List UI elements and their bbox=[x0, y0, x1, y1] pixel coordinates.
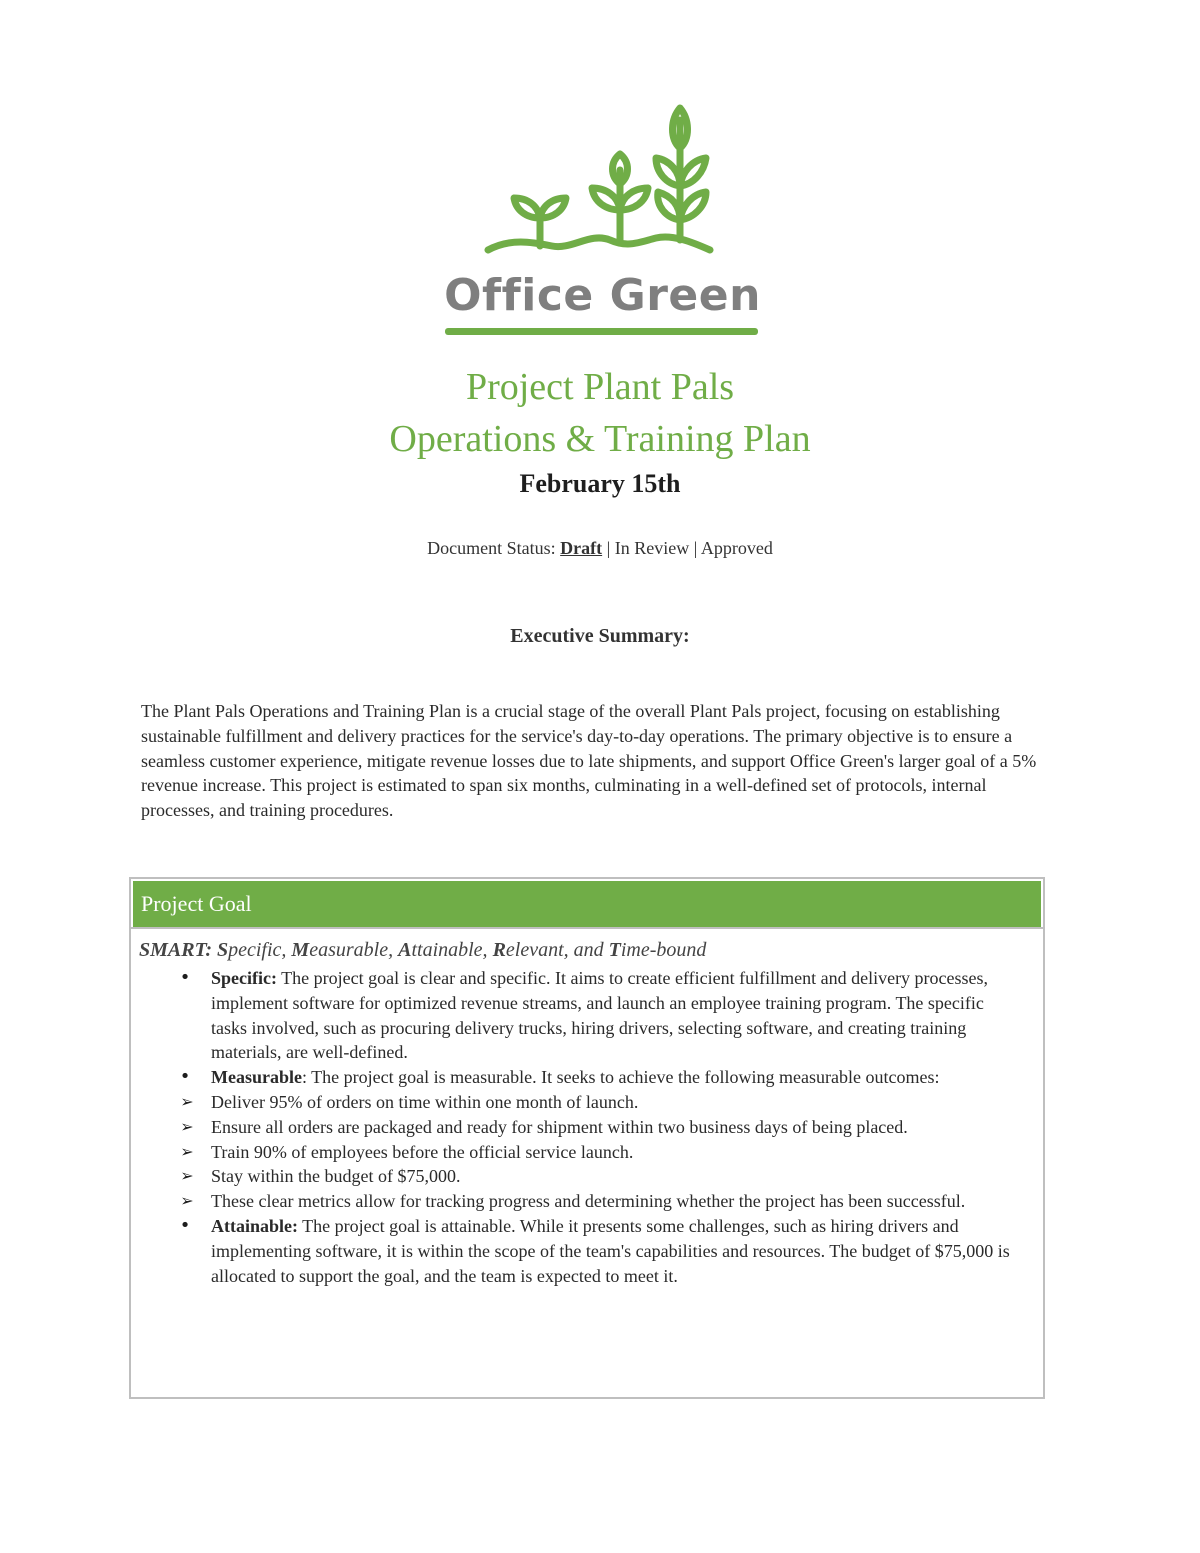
status-label: Document Status: bbox=[427, 538, 556, 558]
executive-summary-body: The Plant Pals Operations and Training Plan is a crucial stage of the overall Plant Pals project, focusing on establishing sustainable fulfillment and delivery practices for the service's day-to-day operations. The primary objective is to ensure a seamless customer experience, mitigate revenue losses due to late shipments, and support Office Green's larger goal of a 5% revenue increase. This project is estimated to span six months, culminating in a well-defined set of protocols, internal processes, and training procedures. bbox=[141, 701, 1037, 821]
document-date: February 15th bbox=[519, 469, 681, 498]
list-item: ➢ These clear metrics allow for tracking progress and determining whether the project has been successful. bbox=[180, 1191, 966, 1212]
logo-wordmark: Office Green bbox=[444, 270, 761, 321]
executive-summary-heading: Executive Summary: bbox=[510, 625, 690, 647]
list-item: • Attainable: The project goal is attainable. While it presents some challenges, such as hiring drivers and implementing software, it is within the scope of the team's capabilities and resources. The budget of $75,000 is allocated to support the goal, and the team is expected to meet it. bbox=[179, 1214, 1010, 1286]
plan-title: Operations & Training Plan bbox=[389, 418, 811, 460]
project-goal-header: Project Goal bbox=[133, 881, 1041, 927]
header-divider bbox=[131, 927, 1043, 929]
list-item: ➢ Stay within the budget of $75,000. bbox=[180, 1166, 461, 1187]
document-status bbox=[0, 535, 1200, 561]
list-item: • Measurable: The project goal is measurable. It seeks to achieve the following measurable outcomes: bbox=[179, 1066, 940, 1088]
logo-underline bbox=[445, 328, 758, 335]
list-item: ➢ Deliver 95% of orders on time within one month of launch. bbox=[180, 1091, 639, 1112]
smart-definition: SMART: Specific, Measurable, Attainable, Relevant, and Time-bound bbox=[139, 939, 707, 961]
project-goal-section bbox=[129, 877, 1045, 1399]
status-approved: Approved bbox=[700, 538, 773, 558]
goal-list bbox=[139, 966, 1023, 1288]
status-separator: | bbox=[693, 538, 698, 558]
list-item: ➢ Train 90% of employees before the official service launch. bbox=[180, 1141, 634, 1162]
status-separator: | bbox=[606, 538, 611, 558]
list-item: • Specific: The project goal is clear and specific. It aims to create efficient fulfillment and delivery processes, implement software for optimized revenue streams, and launch an employee training program. The specific tasks involved, such as procuring delivery trucks, hiring drivers, selecting software, and creating training materials, are well-defined. bbox=[179, 967, 989, 1063]
plant-sprouts-icon bbox=[480, 100, 720, 265]
status-draft: Draft bbox=[560, 538, 603, 558]
office-green-logo bbox=[440, 100, 765, 340]
project-title: Project Plant Pals bbox=[465, 366, 735, 408]
project-goal-body bbox=[139, 937, 1023, 1288]
status-in-review: In Review bbox=[614, 538, 690, 558]
list-item: ➢ Ensure all orders are packaged and ready for shipment within two business days of being placed. bbox=[180, 1116, 908, 1137]
